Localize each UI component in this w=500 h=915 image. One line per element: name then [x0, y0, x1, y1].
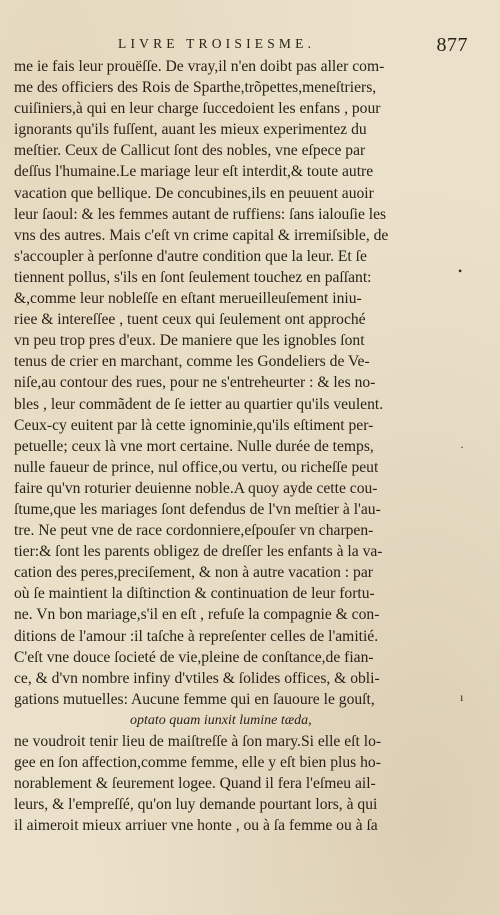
margin-dot: •: [458, 264, 463, 278]
text-line: tier:& ſont les parents obligez de dreſſer les enfants à la va-: [14, 543, 383, 561]
text-line: ne. Vn bon mariage,s'il en eſt , refuſe la compagnie & con-: [14, 606, 380, 624]
page-header: [118, 34, 468, 56]
text-line: deſſus l'humaine.Le mariage leur eſt interdit,& toute autre: [14, 163, 374, 181]
text-line: C'eſt vne douce ſocieté de vie,pleine de conſtance,de fian-: [14, 648, 374, 666]
text-line: meſtier. Ceux de Callicut ſont des nobles, vne eſpece par: [14, 142, 366, 160]
page-number: 877: [436, 34, 468, 56]
text-line: ignorants qu'ils fuſſent, auant les mieux experimentez du: [14, 121, 367, 139]
text-line: Ceux-cy euitent par là cette ignominie,qu'ils eſtiment per-: [14, 416, 374, 434]
text-line: me ie fais leur prouëſſe. De vray,il n'en doibt pas aller com-: [14, 58, 385, 75]
margin-dot: ·: [460, 440, 464, 454]
text-line: leur ſaoul: & les femmes autant de ruffiens: ſans ialouſie les: [14, 205, 387, 223]
text-line: il aimeroit mieux arriuer vne honte , ou à ſa femme ou à ſa: [14, 817, 378, 835]
text-line: &,comme leur nobleſſe en eſtant merueilleuſement iniu-: [14, 290, 362, 308]
text-line: ditions de l'amour :il taſche à repreſenter celles de l'amitié.: [14, 627, 379, 645]
margin-tick: ı: [460, 690, 464, 704]
text-line: où ſe maintient la diſtinction & continuation de leur fortu-: [14, 585, 375, 603]
text-line: gations mutuelles: Aucune femme qui en ſauoure le gouſt,: [14, 690, 375, 708]
text-line: nulle faueur de prince, nul office,ou vertu, ou richeſſe peut: [14, 458, 379, 476]
body-text: [14, 56, 456, 836]
text-line: cation des peres,preciſement, & non à autre vacation : par: [14, 564, 373, 582]
text-line: s'accoupler à perſonne d'autre condition que la leur. Et ſe: [14, 247, 367, 265]
latin-quotation: optato quam iunxit lumine tæda,: [130, 712, 312, 728]
text-line: tiennent pollus, s'ils en ſont ſeulement touchez en paſſant:: [14, 268, 372, 286]
text-line: vns des autres. Mais c'eſt vn crime capital & irremiſsible, de: [14, 226, 389, 244]
text-line: bles , leur commãdent de ſe ietter au quartier qu'ils veulent.: [14, 395, 384, 413]
text-line: riee & intereſſee , tuent ceux qui ſeulement ont approché: [14, 311, 366, 329]
text-line: me des officiers des Rois de Sparthe,trõpettes,meneſtriers,: [14, 79, 377, 97]
text-line: tenus de crier en marchant, comme les Gondeliers de Ve-: [14, 353, 370, 371]
text-line: gee en ſon affection,comme femme, elle y eſt bien plus ho-: [14, 754, 381, 772]
text-line: vacation que bellique. De concubines,ils en peuuent auoir: [14, 184, 374, 202]
text-line: ne voudroit tenir lieu de maiſtreſſe à ſon mary.Si elle eſt lo-: [14, 733, 382, 750]
text-line: ſtume,que les mariages ſont defendus de l'vn meſtier à l'au-: [14, 500, 381, 518]
text-line: vn peu trop pres d'eux. De maniere que les ignobles ſont: [14, 332, 365, 350]
text-line: leurs, & l'empreſſé, qu'on luy demande pourtant lors, à qui: [14, 796, 378, 814]
text-line: petuelle; ceux là vne mort certaine. Nulle durée de temps,: [14, 437, 374, 455]
text-line: niſe,au contour des rues, pour ne s'entreheurter : & les no-: [14, 374, 376, 392]
running-title: LIVRE TROISIESME.: [118, 36, 316, 51]
text-line: norablement & ſeurement logee. Quand il fera l'eſmeu ail-: [14, 775, 376, 793]
text-line: faire qu'vn roturier deuienne noble.A quoy ayde cette cou-: [14, 479, 378, 497]
text-line: cuiſiniers,à qui en leur charge ſuccedoient les enfans , pour: [14, 100, 381, 118]
text-line: ce, & d'vn nombre infiny d'vtiles & ſolides offices, & obli-: [14, 669, 380, 687]
text-line: tre. Ne peut vne de race cordonniere,eſpouſer vn charpen-: [14, 522, 374, 540]
